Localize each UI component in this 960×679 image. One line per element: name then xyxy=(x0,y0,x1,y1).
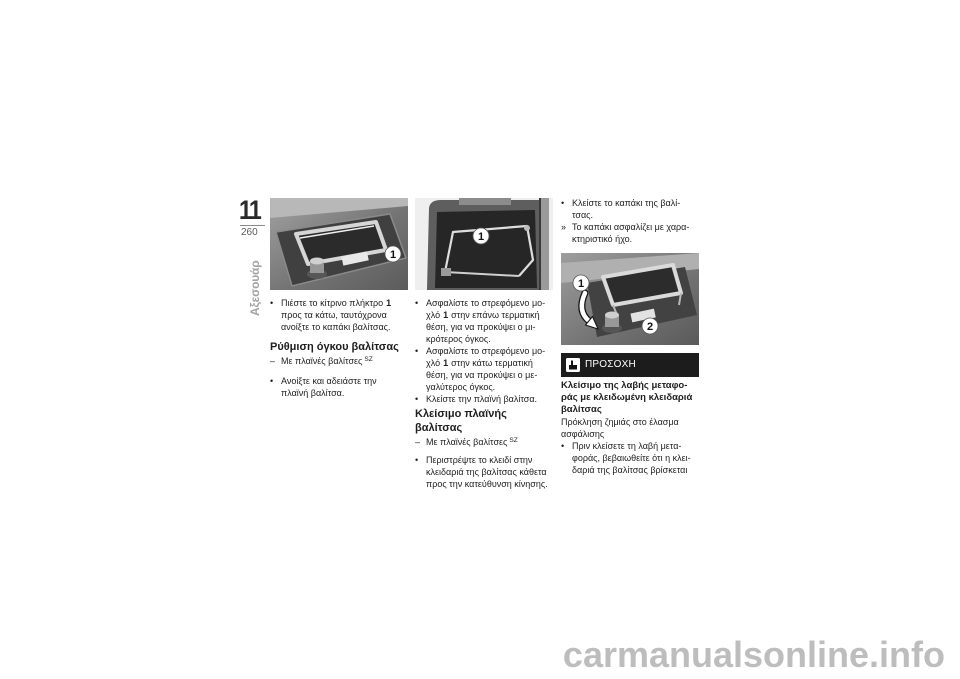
empty-case-line-2: πλαϊνή βαλίτσα. xyxy=(281,388,345,398)
large-volume-line-3: θέση, για να προκύψει ο με- xyxy=(426,370,538,380)
callout-1-label: 1 xyxy=(477,231,485,243)
turn-key-step-item xyxy=(415,454,548,490)
callout-2-label: 2 xyxy=(646,321,654,333)
condition-note xyxy=(270,355,373,367)
bullet-marker: • xyxy=(270,376,274,386)
condition-note xyxy=(415,436,518,448)
condition-text: Με πλαϊνές βαλίτσες xyxy=(426,437,508,447)
dash-marker: – xyxy=(415,437,421,447)
caution-hand-icon xyxy=(566,358,580,372)
large-volume-line-2 xyxy=(426,357,545,369)
condition-line xyxy=(426,436,518,448)
figure-side-case-latch xyxy=(270,198,408,290)
heading-close-case-line-2: βαλίτσας xyxy=(415,422,463,434)
result-line-1: Το καπάκι ασφαλίζει με χαρα- xyxy=(572,222,690,232)
site-watermark: carmanualsonline.info xyxy=(562,634,945,675)
turn-key-line-2: κλειδαριά της βαλίτσας κάθετα xyxy=(426,467,547,477)
caution-title-line-1: Κλείσιμο της λαβής μεταφο- xyxy=(561,380,688,391)
close-case-line-1: Κλείστε την πλαϊνή βαλίτσα. xyxy=(426,394,538,404)
bullet-marker: • xyxy=(561,198,565,208)
caution-step xyxy=(561,440,692,476)
small-volume-line-2-post: στην επάνω τερματική xyxy=(451,310,540,320)
bullet-marker: • xyxy=(415,455,419,465)
open-lid-line-2: προς τα κάτω, ταυτόχρονα xyxy=(281,310,387,320)
caution-content xyxy=(561,380,692,476)
close-lid-line-1: Κλείστε το καπάκι της βαλί- xyxy=(572,198,681,208)
callout-1-label: 1 xyxy=(577,278,585,290)
small-volume-line-2-pre: χλό xyxy=(426,310,441,320)
condition-note-item xyxy=(415,436,518,448)
lid-edge xyxy=(541,198,549,290)
close-lid-line-2: τσας. xyxy=(572,210,594,220)
caution-title-line-3: βαλίτσας xyxy=(561,404,602,415)
chapter-title-vertical: Αξεσουάρ xyxy=(248,260,262,316)
caution-step-line-1: Πριν κλείσετε τη λαβή μετα- xyxy=(572,441,682,451)
empty-case-step xyxy=(270,375,377,399)
caution-step-line-2: φοράς, βεβαιωθείτε ότι η κλει- xyxy=(572,453,691,463)
caution-body-line-1: Πρόκληση ζημιάς στο έλασμα xyxy=(561,417,679,427)
caution-body-line-2: ασφάλισης xyxy=(561,429,605,439)
small-volume-line-2 xyxy=(426,309,545,321)
equipment-code-superscript: SZ xyxy=(509,437,518,444)
lock-button xyxy=(605,312,619,319)
dash-marker: – xyxy=(270,356,276,366)
open-lid-line-1-text: Πιέστε το κίτρινο πλήκτρο xyxy=(281,298,384,308)
open-lid-line-3: ανοίξτε το καπάκι βαλίτσας. xyxy=(281,322,391,332)
bullet-marker: • xyxy=(415,298,419,308)
large-volume-line-4: γαλύτερος όγκος. xyxy=(426,382,496,392)
small-volume-line-4: κρότερος όγκος. xyxy=(426,334,491,344)
bracket-pivot xyxy=(524,225,530,231)
bracket-hinge xyxy=(441,268,451,276)
equipment-code-superscript: SZ xyxy=(364,356,373,363)
figure-carrying-handle-fold xyxy=(561,253,699,345)
small-volume-step xyxy=(415,297,545,345)
result-note xyxy=(561,221,689,245)
turn-key-line-3: προς την κατεύθυνση κίνησης. xyxy=(426,479,548,489)
large-volume-line-2-pre: χλό xyxy=(426,358,441,368)
condition-text: Με πλαϊνές βαλίτσες xyxy=(281,356,363,366)
bullet-marker: • xyxy=(415,394,419,404)
caution-step-line-3: δαριά της βαλίτσας βρίσκεται xyxy=(572,465,688,475)
chapter-number: 11 xyxy=(239,195,261,225)
volume-steps xyxy=(415,297,545,405)
open-lid-line-1 xyxy=(281,297,391,309)
small-volume-line-3: θέση, για να προκύψει ο μι- xyxy=(426,322,536,332)
bullet-marker: • xyxy=(270,298,274,308)
caution-title-line-2: ράς με κλειδωμένη κλειδαριά xyxy=(561,392,693,403)
lid-edge-shadow xyxy=(539,198,541,290)
close-lid-steps xyxy=(561,197,689,245)
bullet-marker: • xyxy=(415,346,419,356)
condition-line xyxy=(281,355,373,367)
case-top-strap xyxy=(459,198,511,205)
turn-key-step xyxy=(415,454,548,490)
result-marker: » xyxy=(561,222,567,232)
callout-reference: 1 xyxy=(386,298,392,308)
callout-1-label: 1 xyxy=(389,249,397,261)
caution-banner xyxy=(561,353,699,377)
close-case-step xyxy=(415,393,545,405)
figure-case-interior-bracket xyxy=(415,198,553,290)
result-line-2: κτηριστικό ήχο. xyxy=(572,234,633,244)
empty-case-line-1: Ανοίξτε και αδειάστε την xyxy=(281,376,377,386)
heading-close-case-line-1: Κλείσιμο πλαϊνής xyxy=(415,408,507,420)
large-volume-step xyxy=(415,345,545,393)
bullet-marker: • xyxy=(561,441,565,451)
open-lid-step-item xyxy=(270,297,391,333)
heading-case-volume: Ρύθμιση όγκου βαλίτσας xyxy=(270,341,399,353)
chapter-divider xyxy=(240,225,265,226)
yellow-button xyxy=(310,258,324,265)
large-volume-line-2-post: στην κάτω τερματική xyxy=(451,358,533,368)
empty-case-step-item xyxy=(270,375,377,399)
page-number: 260 xyxy=(241,227,258,238)
callout-reference: 1 xyxy=(443,310,449,320)
condition-note-item xyxy=(270,355,373,367)
large-volume-line-1: Ασφαλίστε το στρεφόμενο μο- xyxy=(426,346,546,356)
small-volume-line-1: Ασφαλίστε το στρεφόμενο μο- xyxy=(426,298,546,308)
open-lid-step xyxy=(270,297,391,333)
callout-reference: 1 xyxy=(443,358,449,368)
close-lid-step xyxy=(561,197,689,221)
turn-key-line-1: Περιστρέψτε το κλειδί στην xyxy=(426,455,533,465)
caution-label: ΠΡΟΣΟΧΗ xyxy=(585,359,636,370)
